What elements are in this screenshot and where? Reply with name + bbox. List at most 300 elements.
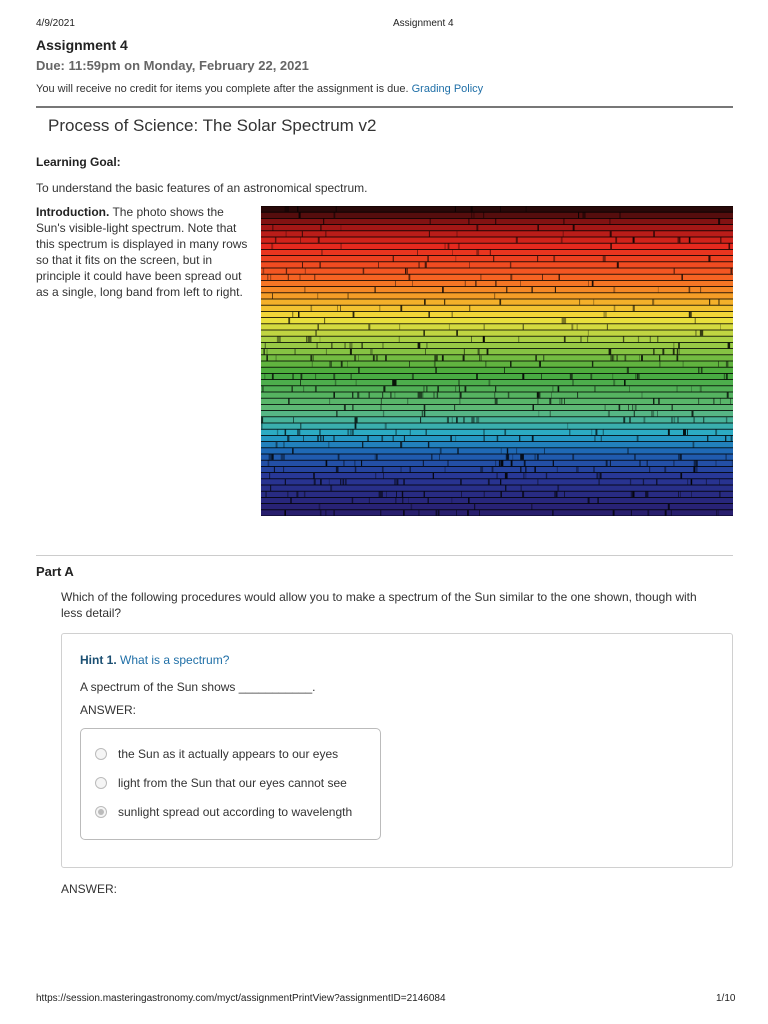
absorption-line <box>511 461 513 466</box>
absorption-line <box>687 479 688 484</box>
absorption-line <box>320 262 321 267</box>
absorption-line <box>306 337 307 342</box>
absorption-line <box>495 399 498 404</box>
grading-policy-link[interactable]: Grading Policy <box>411 83 484 95</box>
absorption-line <box>694 461 697 466</box>
absorption-line <box>668 504 670 509</box>
absorption-line <box>463 417 465 422</box>
absorption-line <box>577 392 578 397</box>
spectrum-row <box>261 256 733 261</box>
spectrum-row <box>261 318 733 323</box>
absorption-line <box>639 355 640 360</box>
absorption-line <box>526 473 527 478</box>
absorption-line <box>417 250 418 255</box>
absorption-line <box>445 244 446 249</box>
absorption-line <box>425 349 426 354</box>
absorption-line <box>426 386 427 391</box>
radio-button[interactable] <box>95 777 107 789</box>
absorption-line <box>270 485 271 490</box>
absorption-line <box>467 510 469 515</box>
absorption-line <box>650 337 651 342</box>
absorption-line <box>428 256 429 261</box>
absorption-line <box>396 498 397 503</box>
absorption-line <box>693 417 694 422</box>
radio-button-selected[interactable] <box>95 806 107 818</box>
absorption-line <box>454 405 455 410</box>
absorption-line <box>563 231 564 236</box>
absorption-line <box>623 337 624 342</box>
absorption-line <box>431 454 432 459</box>
absorption-line <box>495 461 496 466</box>
hint-answer-label: ANSWER: <box>80 703 137 717</box>
absorption-line <box>399 337 400 342</box>
absorption-line <box>439 454 440 459</box>
absorption-line <box>520 454 524 459</box>
absorption-line <box>400 306 402 311</box>
absorption-line <box>484 436 485 441</box>
absorption-line <box>303 386 304 391</box>
late-notice-text: You will receive no credit for items you complete after the assignment is due. <box>36 83 409 95</box>
absorption-line <box>329 479 330 484</box>
absorption-line <box>573 225 575 230</box>
absorption-line <box>305 268 306 273</box>
absorption-line <box>455 206 456 211</box>
absorption-line <box>504 368 505 373</box>
absorption-line <box>300 237 301 242</box>
absorption-line <box>381 436 383 441</box>
absorption-line <box>628 405 629 410</box>
absorption-line <box>615 237 617 242</box>
absorption-line <box>726 454 727 459</box>
part-a-label: Part A <box>36 564 74 579</box>
absorption-line <box>593 467 594 472</box>
absorption-line <box>311 355 312 360</box>
absorption-line <box>510 275 512 280</box>
absorption-line <box>287 492 288 497</box>
absorption-line <box>379 492 383 497</box>
absorption-line <box>588 498 590 503</box>
absorption-line <box>677 349 679 354</box>
absorption-line <box>703 417 704 422</box>
absorption-line <box>641 355 643 360</box>
absorption-line <box>300 380 301 385</box>
absorption-line <box>495 386 496 391</box>
absorption-line <box>501 448 502 453</box>
absorption-line <box>375 454 376 459</box>
absorption-line <box>497 436 499 441</box>
absorption-line <box>410 467 411 472</box>
absorption-line <box>510 361 511 366</box>
absorption-line <box>393 436 394 441</box>
absorption-line <box>635 374 636 379</box>
absorption-line <box>265 492 267 497</box>
absorption-line <box>541 374 542 379</box>
absorption-line <box>263 268 265 273</box>
absorption-line <box>592 361 593 366</box>
absorption-line <box>464 349 465 354</box>
absorption-line <box>452 250 453 255</box>
absorption-line <box>323 219 324 224</box>
absorption-line <box>537 256 538 261</box>
absorption-line <box>629 417 630 422</box>
absorption-line <box>559 275 560 280</box>
absorption-line <box>290 498 291 503</box>
absorption-line <box>537 454 539 459</box>
choice-item[interactable] <box>95 747 338 761</box>
absorption-line <box>369 392 370 397</box>
spectrum-row <box>261 461 733 466</box>
absorption-line <box>308 337 312 342</box>
absorption-line <box>419 262 420 267</box>
absorption-line <box>478 349 480 354</box>
absorption-line <box>691 312 692 317</box>
absorption-line <box>592 281 594 286</box>
intro-label: Introduction. <box>36 205 110 219</box>
absorption-line <box>495 281 496 286</box>
absorption-line <box>345 479 347 484</box>
absorption-line <box>595 430 596 435</box>
absorption-line <box>485 361 486 366</box>
absorption-line <box>476 225 478 230</box>
absorption-line <box>437 392 438 397</box>
spectrum-row <box>261 510 733 515</box>
absorption-line <box>617 355 618 360</box>
absorption-line <box>597 498 598 503</box>
absorption-line <box>369 498 370 503</box>
absorption-line <box>687 430 688 435</box>
absorption-line <box>292 448 294 453</box>
absorption-line <box>318 237 320 242</box>
absorption-line <box>476 417 479 422</box>
absorption-line <box>352 392 353 397</box>
absorption-line <box>718 219 720 224</box>
absorption-line <box>448 244 450 249</box>
spectrum-row <box>261 411 733 416</box>
absorption-line <box>571 324 573 329</box>
absorption-line <box>301 374 303 379</box>
absorption-line <box>352 430 354 435</box>
absorption-line <box>484 492 485 497</box>
introduction <box>36 204 252 300</box>
absorption-line <box>436 510 437 515</box>
absorption-line <box>272 293 273 298</box>
absorption-line <box>493 256 494 261</box>
absorption-line <box>320 337 321 342</box>
absorption-line <box>524 461 526 466</box>
solar-spectrum-image <box>261 206 733 516</box>
absorption-line <box>268 461 270 466</box>
absorption-line <box>435 368 437 373</box>
absorption-line <box>410 430 411 435</box>
absorption-line <box>335 380 337 385</box>
absorption-line <box>525 467 527 472</box>
absorption-line <box>340 306 341 311</box>
absorption-line <box>340 479 341 484</box>
spectrum-row <box>261 492 733 497</box>
absorption-line <box>442 355 444 360</box>
absorption-line <box>475 281 477 286</box>
choice-item[interactable] <box>95 776 347 790</box>
part-a-answer-label: ANSWER: <box>61 882 118 896</box>
absorption-line <box>678 454 679 459</box>
absorption-line <box>288 399 290 404</box>
radio-button[interactable] <box>95 748 107 760</box>
spectrum-row <box>261 423 733 428</box>
absorption-line <box>317 436 319 441</box>
absorption-line <box>320 479 321 484</box>
absorption-line <box>700 386 702 391</box>
absorption-line <box>531 287 533 292</box>
absorption-line <box>537 392 539 397</box>
absorption-line <box>488 479 490 484</box>
absorption-line <box>412 281 413 286</box>
absorption-line <box>576 467 579 472</box>
absorption-line <box>700 287 701 292</box>
absorption-line <box>314 479 316 484</box>
absorption-line <box>368 324 370 329</box>
absorption-line <box>315 386 316 391</box>
absorption-line <box>563 219 564 224</box>
absorption-line <box>323 436 324 441</box>
absorption-line <box>445 467 446 472</box>
absorption-line <box>519 436 520 441</box>
absorption-line <box>681 275 683 280</box>
absorption-line <box>644 417 646 422</box>
absorption-line <box>395 430 397 435</box>
absorption-line <box>713 399 714 404</box>
absorption-line <box>347 293 349 298</box>
absorption-line <box>265 343 266 348</box>
absorption-line <box>612 374 613 379</box>
absorption-line <box>469 306 470 311</box>
absorption-line <box>539 361 541 366</box>
absorption-line <box>316 343 318 348</box>
absorption-line <box>645 492 648 497</box>
spectrum-row <box>261 405 733 410</box>
absorption-line <box>283 467 284 472</box>
absorption-line <box>451 498 452 503</box>
absorption-line <box>424 405 426 410</box>
absorption-line <box>336 206 337 211</box>
spectrum-row <box>261 324 733 329</box>
absorption-line <box>679 237 680 242</box>
absorption-line <box>709 299 710 304</box>
absorption-line <box>569 430 570 435</box>
absorption-line <box>474 213 475 218</box>
absorption-line <box>613 380 615 385</box>
spectrum-row <box>261 306 733 311</box>
solar-spectrum-graphic <box>261 206 733 516</box>
absorption-line <box>532 436 534 441</box>
absorption-line <box>731 436 733 441</box>
absorption-line <box>297 430 300 435</box>
absorption-line <box>657 337 658 342</box>
absorption-line <box>480 275 481 280</box>
absorption-line <box>719 492 720 497</box>
absorption-line <box>726 374 728 379</box>
absorption-line <box>320 436 322 441</box>
absorption-line <box>344 405 346 410</box>
absorption-line <box>456 330 458 335</box>
absorption-line <box>610 231 612 236</box>
absorption-line <box>401 467 402 472</box>
absorption-line <box>680 492 681 497</box>
absorption-line <box>420 417 421 422</box>
absorption-line <box>696 461 697 466</box>
absorption-line <box>520 485 522 490</box>
spectrum-row <box>261 430 733 435</box>
spectrum-row <box>261 380 733 385</box>
absorption-line <box>706 479 707 484</box>
absorption-line <box>261 423 262 428</box>
absorption-line <box>609 219 611 224</box>
spectrum-row <box>261 442 733 447</box>
absorption-line <box>460 479 461 484</box>
absorption-line <box>376 355 378 360</box>
absorption-line <box>405 268 406 273</box>
absorption-line <box>726 361 729 366</box>
absorption-line <box>668 430 670 435</box>
absorption-line <box>334 510 335 515</box>
absorption-line <box>476 374 478 379</box>
absorption-line <box>691 386 692 391</box>
absorption-line <box>450 436 451 441</box>
absorption-line <box>526 206 527 211</box>
absorption-line <box>698 399 699 404</box>
absorption-line <box>534 467 536 472</box>
absorption-line <box>543 355 544 360</box>
absorption-line <box>719 479 720 484</box>
absorption-line <box>376 454 377 459</box>
absorption-line <box>374 287 376 292</box>
spectrum-row <box>261 268 733 273</box>
absorption-line <box>286 268 287 273</box>
absorption-line <box>423 330 425 335</box>
absorption-line <box>567 423 568 428</box>
absorption-line <box>262 386 264 391</box>
absorption-line <box>649 467 650 472</box>
absorption-line <box>560 399 561 404</box>
absorption-line <box>423 392 424 397</box>
absorption-line <box>394 479 396 484</box>
absorption-line <box>367 436 369 441</box>
absorption-line <box>448 461 449 466</box>
absorption-line <box>639 461 641 466</box>
absorption-line <box>730 399 731 404</box>
absorption-line <box>580 337 581 342</box>
absorption-line <box>673 461 674 466</box>
absorption-line <box>553 256 555 261</box>
absorption-line <box>632 405 633 410</box>
absorption-line <box>438 510 440 515</box>
absorption-line <box>577 324 578 329</box>
absorption-line <box>313 473 315 478</box>
header-divider <box>36 106 733 108</box>
spectrum-row <box>261 299 733 304</box>
absorption-line <box>605 405 606 410</box>
spectrum-row <box>261 392 733 397</box>
absorption-line <box>350 374 352 379</box>
absorption-line <box>284 510 286 515</box>
absorption-line <box>319 504 321 509</box>
absorption-line <box>319 430 321 435</box>
absorption-line <box>653 231 655 236</box>
absorption-line <box>606 461 608 466</box>
absorption-line <box>718 361 719 366</box>
absorption-line <box>422 411 423 416</box>
part-divider <box>36 555 733 556</box>
absorption-line <box>352 498 354 503</box>
absorption-line <box>434 361 436 366</box>
absorption-line <box>557 485 559 490</box>
absorption-line <box>396 479 398 484</box>
choice-label: the Sun as it actually appears to our eyes <box>118 747 339 761</box>
choice-item[interactable] <box>95 805 352 819</box>
absorption-line <box>390 392 391 397</box>
absorption-line <box>677 355 679 360</box>
absorption-line <box>334 436 335 441</box>
absorption-line <box>481 355 482 360</box>
spectrum-row <box>261 448 733 453</box>
absorption-line <box>608 411 610 416</box>
absorption-line <box>315 330 317 335</box>
absorption-line <box>658 399 660 404</box>
absorption-line <box>539 392 541 397</box>
absorption-line <box>678 237 680 242</box>
absorption-line <box>720 324 721 329</box>
hint-title[interactable] <box>80 653 229 667</box>
absorption-line <box>597 430 598 435</box>
absorption-line <box>461 492 462 497</box>
absorption-line <box>556 492 557 497</box>
absorption-line <box>728 343 731 348</box>
spectrum-row <box>261 386 733 391</box>
absorption-line <box>270 275 271 280</box>
absorption-line <box>329 442 330 447</box>
absorption-line <box>350 430 351 435</box>
absorption-line <box>302 262 303 267</box>
absorption-line <box>508 392 510 397</box>
spectrum-row <box>261 213 733 218</box>
late-notice <box>36 83 483 95</box>
absorption-line <box>598 479 599 484</box>
absorption-line <box>269 454 273 459</box>
absorption-line <box>407 268 408 273</box>
absorption-line <box>457 231 458 236</box>
assignment-title: Assignment 4 <box>36 37 128 53</box>
absorption-line <box>516 448 517 453</box>
absorption-line <box>303 436 304 441</box>
absorption-line <box>318 324 319 329</box>
absorption-line <box>338 454 340 459</box>
absorption-line <box>520 281 521 286</box>
spectrum-row <box>261 225 733 230</box>
absorption-line <box>732 461 733 466</box>
spectrum-row <box>261 355 733 360</box>
absorption-line <box>320 510 322 515</box>
hint-choice-list <box>80 728 381 840</box>
absorption-line <box>336 467 339 472</box>
absorption-line <box>352 405 353 410</box>
absorption-line <box>329 399 330 404</box>
absorption-line <box>594 386 595 391</box>
absorption-line <box>271 244 273 249</box>
absorption-line <box>731 268 733 273</box>
absorption-line <box>720 399 721 404</box>
absorption-line <box>382 343 384 348</box>
absorption-line <box>495 219 496 224</box>
absorption-line <box>456 417 458 422</box>
